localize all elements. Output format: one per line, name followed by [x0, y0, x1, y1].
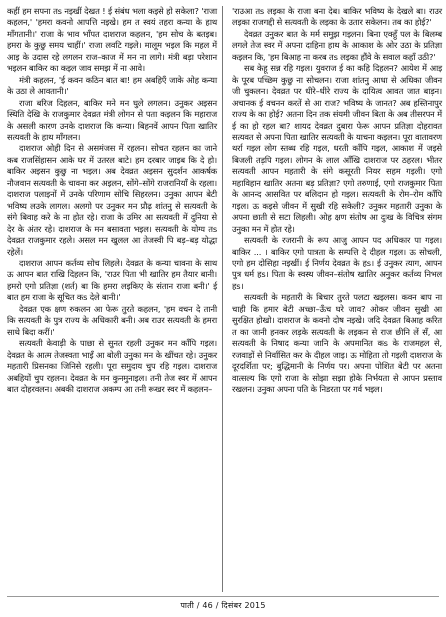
- paragraph: दाशराज आपन कर्तव्य सोच लिहले। देवव्रत के कन्या चावना के साथ ऊ आपन बात राखि दिहलन कि, 'राउर पिता भी खातिर हम तैयार बानी। हमरो एगो प्रतिज्ञा (शर्त) बा कि हमरा लइकिए के संतान राजा बनी।' ई बात हम राजा के सूचित कs देले बानी।': [7, 257, 217, 303]
- paragraph: राजा बरिज दिहलन, बाकिर मने मन घुले लगलन। उनुकर अइसन स्थिति देखि के राजकुमार देवव्रत मंत्री लोगन से पता कइलन कि महाराज के असली कारण उनके दाशराज कि कन्या। बिहनवें आपन पिता खातिर सत्यवती के हाथ माँगलन।: [7, 97, 217, 142]
- paragraph: देवव्रत एक क्षण रुकलन आ फेरू तुरते कहलन, 'हम वचन दे तानी कि सत्यवती के पुत्र राज्य के अधिकारी बनी। अब राउर सत्यवती के हमरा साथे बिदा करीं।': [7, 303, 217, 337]
- paragraph: दाशराज ओही दिन से असमंजस में रहलन। सोचत रहलन का जाने कब राजसिंहासन आके घर में उतरल बाटे। हम दरबार जाइब कि दे हो। बाकिर अइसन कुछु ना भइल। अब देवव्रत अइसन सुदर्शन आकर्षक नौजवान सत्यवती के चावना कर अइलन, सोंगे–सोंगे राजरानियाँ के रहला। दाशराज पलाइनों में उनके परिणाम सोचि सिहरलन। उनुका आपन बेटी भविष्य लउके लागल। अलगो पर उनुकर मन प्रौढ़ शांतनु से सत्यवती के संगे बिवाह करे के ना होत रहे। राजा के उमिर आ सत्यवती में दुनिया से देर के अंतर रहे। दाशराज के मन बसावता भइल। सत्यवती के योग्य तs देवव्रत राजकुमार रहले। असल मन खुलल आ तेजस्वी पि बड़–बड़ योद्धा रहेलें।: [7, 143, 217, 257]
- left-column: [7, 6, 217, 395]
- paragraph: देवव्रत उनुकर बात के मर्म समुझ गइलन। बिना एक्हुँ पल के बिलम्ब लगले तेज स्वर में अपना दाहिना हाथ के आकाश के ओर उठा के प्रतिज्ञा कइलन कि, 'हम बिआह ना करब तs लइका हौंवे के सवाल कहाँ उठी?': [232, 28, 442, 62]
- paragraph: मंत्री कहलन, 'ई कवन कठिन बात बा! हम अबहिएँ जाके ओह कन्या के उठा ले आवतानी।': [7, 74, 217, 97]
- paragraph: 'राउआ तs लइका के राजा बना देब। बाकिर भविष्य के देखले बा। राउर लइका राजगद्दी से सत्यवती के लइका के उतार सकेलन। तब का होई?': [232, 6, 442, 28]
- paragraph: सत्यवती के महतारी के बिचार तुरते पलटा खइलस। कवन बाप ना चाही कि हमार बेटी अच्छा–ऊँच घरे जाव? ओकर जीवन सुखी आ सुरक्षित होखो। दाशराज के कवनो दोष नइखे। जदि देवव्रत बिआह करित त का जानी हनकर लड़के सत्यवती के लइकन से राज छीनि लें सँ, आ सत्यवती के निषाद कन्या जानि के अपमानित कs के राजमहल से, रजवाड़ों से निर्वासित कर के दीहल जाइ। ऊ मोहिता तो गइली दाशराज के दूरदर्शिता पर; बुद्धिमानी के निर्णय पर। अपना पोशित बेटी पर अतना वात्सल्य कि एगो राजा के सोझा सझा होके निर्भयता से आपन प्रस्ताव रखलन। उनुका अपना पति के निडरता पर गर्व भइल।: [232, 292, 442, 394]
- paragraph: सत्यवती केवाड़ी के पाछा से सुनत रहली उनुकर मन काँपि गइल। देवव्रत के आत्म तेजस्वता भाइँ आ बोली उनुका मन के खींचत रहे। उनुकर महतारी प्रिसनका जिनिसे रहली। पूरा समुदाय चुप रहि गइल। दाशराज अबहियों चुप रहलन। देवव्रत के मन कुनमुनाइल। तनी तेज स्वर में आपन बात दोहरवलन। अबकी दाशराज अकम्प आ तनी रूखर स्वर में कहलन–: [7, 338, 217, 394]
- paragraph: कहीं हम सपना तs नइखीं देखत ! ई संबंध भला कइसे हो सकेला? 'राजा कहलन,' 'हमरा कवनो आपत्ति नइखे। हम त स्वयं तहरा कन्या के हाथ माँगतानी।' राजा के भाव भाँपत दाशराज कहलन, 'हम सोच के बतइब। हमरा के कुछु समय चाहीं।' राजा लवटि गइले। मालूम भइल कि महल में आइ के उदास रहे लगलन राज–काज में मन ना लागे। मंत्री बड़ा परेशान भइलन बाकिर का कइल जाव समझ में ना आवे।: [7, 6, 217, 74]
- paragraph: सब केहू सन्न रहि गइल। युवराज ई का कहि दिहलन? आयेश में आइ के पूरब पच्छिम कुछु ना सोचलन। राजा शांतनु आधा से अधिका जीवन जी चुकलन। देवव्रत पर धीरे–धीरे राज्य के दायित्व आवत जात बाड़न। अचानक ई वचनन करतें से आ राज? भविष्य के जानत? अब हस्तिनापुर राज्य के का होई? अतना दिन तक संयमी जीवन बिता के अब तीसरपन में ई का हो रहल बा? शायद देवव्रत दुबारा फेरू आपन प्रतिज्ञा दोहरावत सत्यवत से अपना पिता खातिर सत्यवती के याचना कइलन। पूरा वातावरण थर्रा गइल लोग स्तब्ध रहि गइल, धरती काँपि गइल, आकाश में जइसे बिजली तड़पि गइल। लोगन के लाल आँखि दाशराज पर ठहरल। भीतर सत्यवती आपन महतारी के संगे कसूरती नियर सहम गइली। एगो महाविहान खातिर अतना बड़ प्रतिज्ञा? एगो तरुणाई, एगो राजकुमार पिता के आनन्द आसवित पर बलिदान हो गइल। सत्यवती के रोम–रोम काँपि गइल। ऊ कइसे जीवन में सुखी रहि सकेली? उनुकर महतारी उनुका के अपना छाती से सटा लिहली। ओह क्षण संतोष आ दुःख के विचित्र संगम उनुका मन में होत रहे।: [232, 63, 442, 234]
- footer-rule: [7, 596, 439, 597]
- paragraph: सत्यवती के रजरानी के रूप आजु आपन पद अधिकार पा गइल। बाकिर ... । बाकिर एगो पात्रता के सम्पत्ति दे दीहल गइल। ऊ सोचली, एगो हम दोसिहा नइखीं। ई निर्णय देवव्रत के हs। ई उनुकर त्याग, आपन पुत्र धर्म हs। पिता के स्वस्थ जीवन–संतोष खातिर अनुकर कर्तव्य निभल हs।: [232, 235, 442, 291]
- column-divider: [222, 6, 223, 592]
- right-column: [232, 6, 442, 395]
- page-footer: पाती / 46 / दिसंबर 2015: [180, 601, 266, 610]
